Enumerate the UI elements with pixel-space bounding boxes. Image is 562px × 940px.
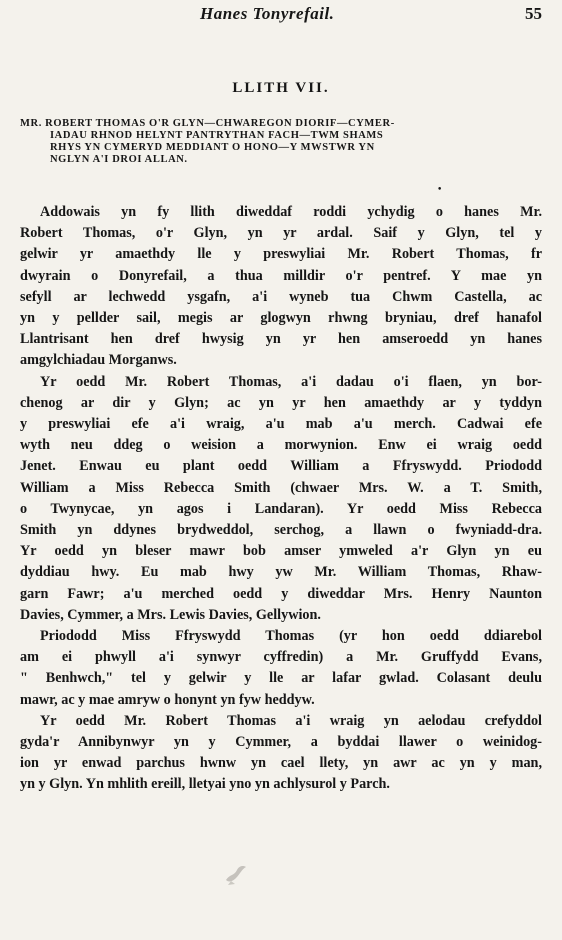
text-line: o Twynycae, yn agos i Landaran). Yr oedd Miss Rebecca	[20, 500, 542, 517]
text-line: mawr, ac y mae amryw o honynt yn fyw heddyw.	[20, 691, 315, 708]
text-line: yn y Glyn. Yn mhlith ereill, lletyai yno yn achlysurol y Parch.	[20, 776, 390, 793]
summary-line: IADAU RHNOD HELYNT PANTRYTHAN FACH—TWM SHAMS	[50, 130, 384, 141]
summary-line: MR. ROBERT THOMAS O'R GLYN—CHWAREGON DIORIF—CYMER-	[20, 118, 395, 129]
text-line: garn Fawr; a'u merched oedd y diweddar Mrs. Henry Naunton	[20, 585, 542, 602]
summary-line: NGLYN A'I DROI ALLAN.	[50, 154, 188, 165]
paragraph	[20, 372, 542, 711]
text-line: amgylchiadau Morganws.	[20, 352, 177, 369]
text-line: wyth neu ddeg o weision a morwynion. Enw ei wraig oedd	[20, 437, 542, 454]
summary-line: RHYS YN CYMERYD MEDDIANT O HONO—Y MWSTWR YN	[50, 142, 375, 153]
text-line: Llantrisant hen dref hwysig yn yr hen amseroedd yn hanes	[20, 331, 542, 348]
text-line: ion yr enwad parchus hwnw yn cael llety, yn awr ac yn y man,	[20, 755, 542, 772]
text-line: dwyrain o Donyrefail, a thua milldir o'r pentref. Y mae yn	[20, 267, 542, 284]
print-dot-ornament: •	[437, 185, 443, 195]
chapter-title: LLITH VII.	[232, 80, 330, 96]
paragraph	[20, 711, 542, 796]
body-text	[20, 202, 542, 796]
text-line: Robert Thomas, o'r Glyn, yn yr ardal. Saif y Glyn, tel y	[20, 225, 542, 242]
text-line: Addowais yn fy llith diweddaf roddi ychydig o hanes Mr.	[40, 204, 542, 220]
running-head	[0, 4, 562, 28]
chapter-summary	[20, 118, 540, 166]
ink-smudge	[222, 860, 250, 886]
text-line: am ei phwyll a'i synwyr cyffredin) a Mr. Gruffydd Evans,	[20, 649, 542, 666]
text-line: Smith yn ddynes brydweddol, serchog, a llawn o fwyniadd-dra.	[20, 522, 542, 539]
text-line: y preswyliai efe a'i wraig, a'u mab a'u merch. Cadwai efe	[20, 416, 542, 433]
text-line: dyddiau hwy. Eu mab hwy yw Mr. William Thomas, Rhaw-	[20, 564, 542, 581]
text-line: Priododd Miss Ffryswydd Thomas (yr hon oedd ddiarebol	[40, 628, 542, 645]
text-line: yn y pellder sail, megis ar glogwyn rhwng bryniau, dref hanafol	[20, 310, 542, 327]
text-line: chenog ar dir y Glyn; ac yn yr hen amaethdy ar y tyddyn	[20, 394, 542, 411]
running-title: Hanes Tonyrefail.	[200, 4, 335, 23]
paragraph	[20, 202, 542, 372]
page-number: 55	[525, 4, 542, 23]
text-line: " Benhwch," tel y gelwir y lle ar lafar gwlad. Colasant deulu	[20, 670, 542, 687]
text-line: gyda'r Annibynwyr yn y Cymmer, a byddai llawer o weinidog-	[20, 734, 542, 751]
text-line: sefyll ar lechwedd ysgafn, a'i wyneb tua Chwm Castella, ac	[20, 288, 542, 305]
text-line: William a Miss Rebecca Smith (chwaer Mrs. W. a T. Smith,	[20, 479, 542, 496]
text-line: Yr oedd Mr. Robert Thomas a'i wraig yn aelodau crefyddol	[40, 712, 542, 729]
text-line: gelwir yr amaethdy lle y preswyliai Mr. Robert Thomas, fr	[20, 246, 542, 263]
text-line: Davies, Cymmer, a Mrs. Lewis Davies, Gellywion.	[20, 606, 321, 623]
text-line: Yr oedd yn bleser mawr bob amser ymweled a'r Glyn yn eu	[20, 543, 542, 560]
text-line: Yr oedd Mr. Robert Thomas, a'i dadau o'i flaen, yn bor-	[40, 373, 542, 390]
text-line: Jenet. Enwau eu plant oedd William a Ffryswydd. Priododd	[20, 458, 542, 475]
